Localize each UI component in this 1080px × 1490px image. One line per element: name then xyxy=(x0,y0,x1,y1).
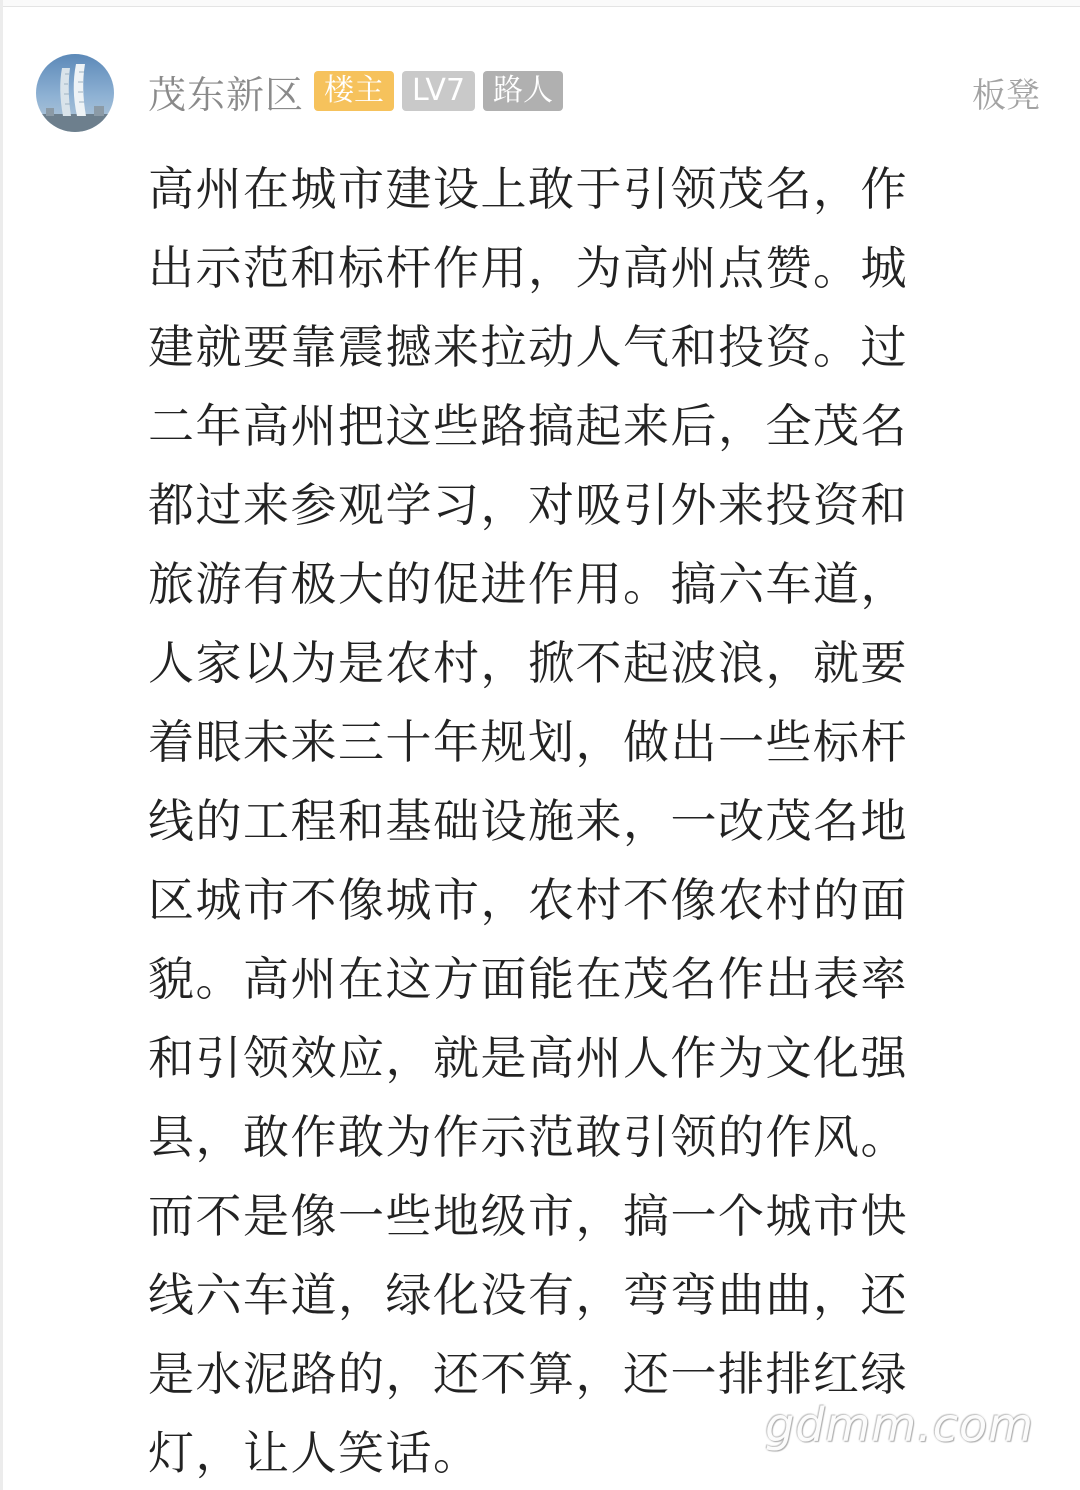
content-line: 是水泥路的，还不算，还一排排红绿 xyxy=(148,1347,908,1401)
content-line: 建就要靠震撼来拉动人气和投资。过 xyxy=(148,320,908,374)
content-line: 灯，让人笑话。 xyxy=(148,1426,481,1480)
floor-label: 板凳 xyxy=(972,76,1040,116)
content-line: 都过来参观学习，对吸引外来投资和 xyxy=(148,478,908,532)
content-line: 区城市不像城市，农村不像农村的面 xyxy=(148,873,908,927)
content-line: 而不是像一些地级市，搞一个城市快 xyxy=(148,1189,908,1243)
content-line: 线六车道，绿化没有，弯弯曲曲，还 xyxy=(148,1268,908,1322)
rank-badge: 路人 xyxy=(483,71,563,111)
post-header xyxy=(148,66,571,116)
content-line: 貌。高州在这方面能在茂名作出表率 xyxy=(148,952,908,1006)
username-link[interactable]: 茂东新区 xyxy=(148,72,305,117)
site-watermark: gdmm.com xyxy=(765,1398,1034,1452)
content-line: 和引领效应，就是高州人作为文化强 xyxy=(148,1031,908,1085)
left-divider xyxy=(0,0,3,1490)
level-badge: LV7 xyxy=(402,71,475,111)
top-divider xyxy=(0,0,1080,7)
owner-badge: 楼主 xyxy=(314,71,394,111)
content-line: 着眼未来三十年规划，做出一些标杆 xyxy=(148,715,908,769)
content-line: 高州在城市建设上敢于引领茂名，作 xyxy=(148,162,908,216)
post-content xyxy=(148,150,968,1490)
content-line: 人家以为是农村，掀不起波浪，就要 xyxy=(148,636,908,690)
content-line: 线的工程和基础设施来，一改茂名地 xyxy=(148,794,908,848)
content-line: 县，敢作敢为作示范敢引领的作风。 xyxy=(148,1110,908,1164)
content-line: 二年高州把这些路搞起来后，全茂名 xyxy=(148,399,908,453)
content-line: 旅游有极大的促进作用。搞六车道， xyxy=(148,557,908,611)
avatar[interactable] xyxy=(36,54,114,132)
content-line: 出示范和标杆作用，为高州点赞。城 xyxy=(148,241,908,295)
avatar-towers-icon xyxy=(36,54,114,132)
